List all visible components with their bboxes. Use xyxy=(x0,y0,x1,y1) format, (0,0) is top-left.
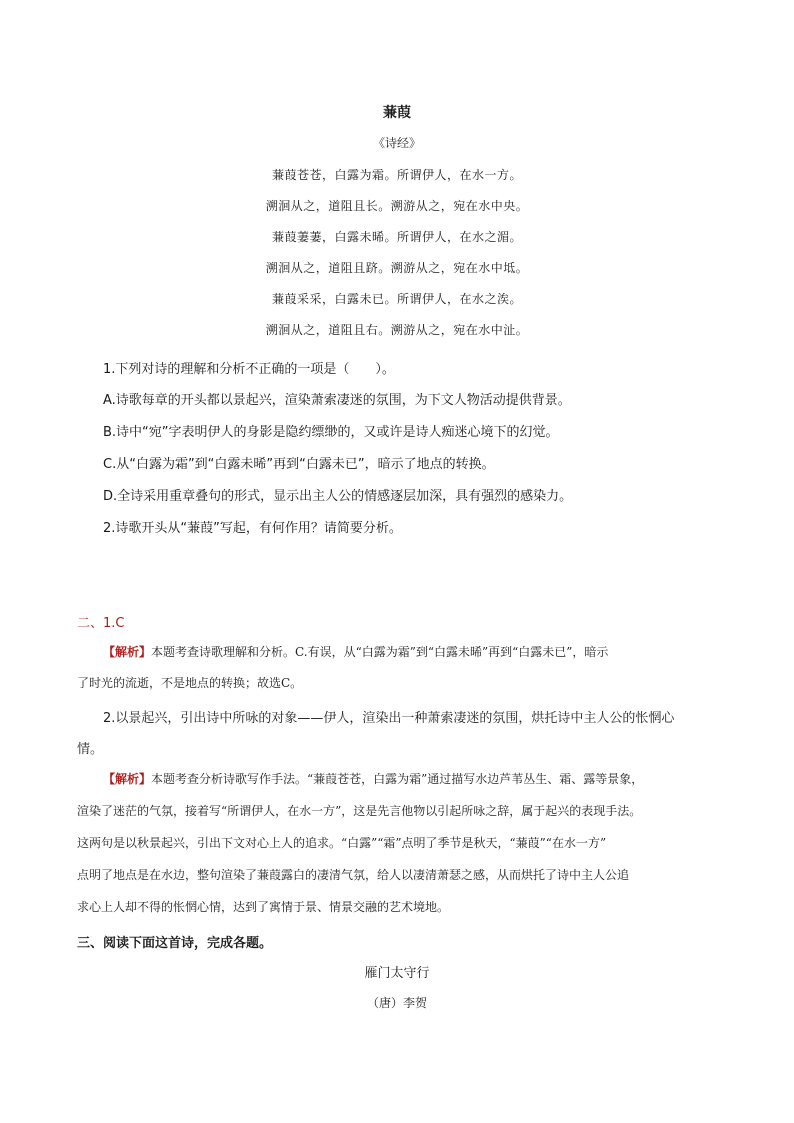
answer-2-cont: 情。 xyxy=(77,742,104,757)
answer-2: 2.以景起兴，引出诗中所咏的对象——伊人，渲染出一种萧索凄迷的氛围，烘托诗中主人公的怅惘心 xyxy=(103,711,675,726)
analysis-text: 本题考查诗歌理解和分析。C.有误，从“白露为霜”到“白露未晞”再到“白露未已”，暗示 xyxy=(151,645,609,659)
analysis-tag: 【解析】 xyxy=(103,772,152,786)
option-d: D.全诗采用重章叠句的形式，显示出主人公的情感逐层加深，具有强烈的感染力。 xyxy=(103,489,573,504)
option-c: C.从“白露为霜”到“白露未晞”再到“白露未已”，暗示了地点的转换。 xyxy=(103,457,495,472)
question-2: 2.诗歌开头从“蒹葭”写起，有何作用？请简要分析。 xyxy=(103,521,402,536)
question-1: 1.下列对诗的理解和分析不正确的一项是（ ）。 xyxy=(103,362,395,377)
answer-2-analysis-cont: 渲染了迷茫的气氛，接着写“所谓伊人，在水一方”，这是先言他物以引起所咏之辞，属于起兴的表现手法。 xyxy=(77,804,642,818)
poem-title: 蒹葭 xyxy=(383,105,411,121)
poem-line: 蒹葭苍苍，白露为霜。所谓伊人，在水一方。 xyxy=(271,168,522,182)
poem-line: 蒹葭萋萋，白露未晞。所谓伊人，在水之湄。 xyxy=(271,230,522,244)
answer-2-analysis-cont: 这两句是以秋景起兴，引出下文对心上人的追求。“白露”“霜”点明了季节是秋天，“蒹葭”“在水一方” xyxy=(77,836,607,850)
answer-heading: 二、1.C xyxy=(77,616,125,631)
section-3-heading: 三、阅读下面这首诗，完成各题。 xyxy=(77,936,273,951)
poem-line: 溯洄从之，道阻且长。溯游从之，宛在水中央。 xyxy=(265,199,529,213)
analysis-tag: 【解析】 xyxy=(103,645,152,659)
poem-2-title: 雁门太守行 xyxy=(364,966,430,981)
poem-line: 溯洄从之，道阻且右。溯游从之，宛在水中沚。 xyxy=(265,323,529,337)
answer-2-analysis xyxy=(103,770,643,787)
poem-line: 蒹葭采采，白露未已。所谓伊人，在水之涘。 xyxy=(271,292,522,306)
answer-1-analysis xyxy=(103,643,608,660)
option-b: B.诗中“宛”字表明伊人的身影是隐约缥缈的，又或许是诗人痴迷心境下的幻觉。 xyxy=(103,425,559,440)
poem-2-author: （唐）李贺 xyxy=(366,996,427,1010)
answer-1-analysis-cont: 了时光的流逝，不是地点的转换；故选C。 xyxy=(77,676,303,690)
answer-2-analysis-cont: 求心上人却不得的怅惘心情，达到了寓情于景、情景交融的艺术境地。 xyxy=(77,900,450,914)
analysis-text: 本题考查分析诗歌写作手法。“蒹葭苍苍，白露为霜”通过描写水边芦苇丛生、霜、露等景象， xyxy=(151,772,644,786)
option-a: A.诗歌每章的开头都以景起兴，渲染萧索凄迷的氛围，为下文人物活动提供背景。 xyxy=(103,393,571,408)
answer-2-analysis-cont: 点明了地点是在水边，整句渲染了蒹葭露白的凄清气氛，给人以凄清萧瑟之感，从而烘托了诗中主人公追 xyxy=(77,868,630,882)
poem-line: 溯洄从之，道阻且跻。溯游从之，宛在水中坻。 xyxy=(265,261,529,275)
poem-source: 《诗经》 xyxy=(372,136,421,150)
